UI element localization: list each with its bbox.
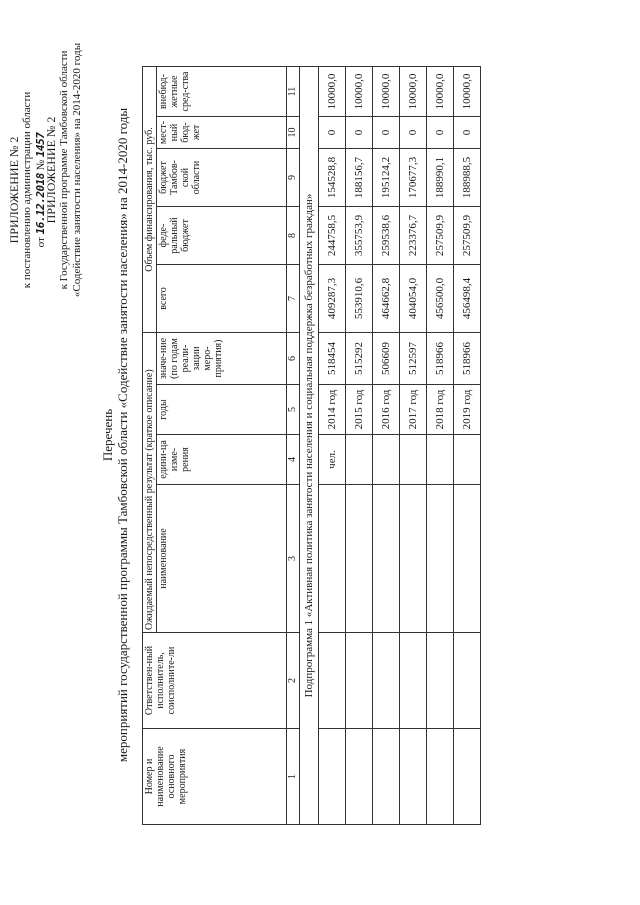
col-number: 6 (287, 333, 300, 385)
number-prefix: № (35, 159, 47, 171)
handwritten-date: 16.12.2018 (34, 173, 47, 235)
header-finance-group: Объем финансирования, тыс. руб. (143, 67, 157, 333)
header-local: мест-ный бюд-жет (157, 117, 287, 149)
cell-local: 0 (400, 117, 427, 149)
cell-year: 2017 год (400, 385, 427, 435)
cell-value: 506609 (373, 333, 400, 385)
cell-total: 464662,8 (373, 265, 400, 333)
cell-extra: 10000,0 (319, 67, 346, 117)
header-row-groups (143, 67, 157, 825)
col-number: 4 (287, 435, 300, 485)
header-total: всего (157, 265, 287, 333)
cell-name (400, 485, 427, 633)
cell-federal: 244758,5 (319, 207, 346, 265)
cell-measure (427, 729, 454, 825)
appendix-decree-line: к постановлению администрации области (21, 91, 33, 289)
col-number: 2 (287, 633, 300, 729)
header-regional: бюджет Тамбов-ской области (157, 149, 287, 207)
col-number: 3 (287, 485, 300, 633)
cell-measure (319, 729, 346, 825)
cell-name (454, 485, 481, 633)
cell-federal: 223376,7 (400, 207, 427, 265)
cell-regional: 195124,2 (373, 149, 400, 207)
cell-value: 512597 (400, 333, 427, 385)
cell-name (346, 485, 373, 633)
cell-unit: чел. (319, 435, 346, 485)
date-prefix: от (35, 237, 47, 248)
cell-executor (319, 633, 346, 729)
cell-extra: 10000,0 (373, 67, 400, 117)
cell-executor (454, 633, 481, 729)
subprogram-row (300, 67, 319, 825)
cell-federal: 259538,6 (373, 207, 400, 265)
table-row (454, 67, 481, 825)
cell-executor (400, 633, 427, 729)
cell-local: 0 (373, 117, 400, 149)
cell-name (427, 485, 454, 633)
appendix-header-decree (8, 75, 48, 305)
handwritten-number: 1457 (34, 132, 47, 158)
appendix-title-2: ПРИЛОЖЕНИЕ № 2 (44, 116, 58, 224)
title-description: мероприятий государственной программы Тамбовской области «Содействие занятости населения» на 2014-2020 годы (115, 107, 130, 763)
appendix-program-line1: к Государственной программе Тамбовской области (58, 50, 70, 290)
cell-unit (373, 435, 400, 485)
cell-measure (454, 729, 481, 825)
subprogram-title: Подпрограмма 1 «Активная политика занятости населения и социальная поддержка безработных граждан» (300, 67, 319, 825)
col-number: 8 (287, 207, 300, 265)
col-number: 10 (287, 117, 300, 149)
cell-regional: 170677,3 (400, 149, 427, 207)
cell-year: 2015 год (346, 385, 373, 435)
cell-total: 456500,0 (427, 265, 454, 333)
header-result-group: Ожидаемый непосредственный результат (краткое описание) (143, 333, 157, 633)
cell-value: 515292 (346, 333, 373, 385)
cell-extra: 10000,0 (346, 67, 373, 117)
cell-unit (400, 435, 427, 485)
cell-regional: 154528,8 (319, 149, 346, 207)
col-number: 7 (287, 265, 300, 333)
title-perechen: Перечень (100, 408, 115, 462)
cell-local: 0 (427, 117, 454, 149)
cell-year: 2019 год (454, 385, 481, 435)
cell-federal: 355753,9 (346, 207, 373, 265)
appendix-title: ПРИЛОЖЕНИЕ № 2 (7, 136, 21, 244)
cell-executor (373, 633, 400, 729)
header-unit: едини-ца изме-рения (157, 435, 287, 485)
cell-local: 0 (454, 117, 481, 149)
cell-value: 518966 (454, 333, 481, 385)
cell-total: 456498,4 (454, 265, 481, 333)
table-row (346, 67, 373, 825)
cell-unit (454, 435, 481, 485)
cell-local: 0 (319, 117, 346, 149)
column-number-row (287, 67, 300, 825)
col-number: 9 (287, 149, 300, 207)
cell-extra: 10000,0 (427, 67, 454, 117)
col-number: 1 (287, 729, 300, 825)
cell-value: 518454 (319, 333, 346, 385)
cell-measure (346, 729, 373, 825)
header-extra: внебюд-жетные сред-ства (157, 67, 287, 117)
cell-measure (400, 729, 427, 825)
cell-total: 553910,6 (346, 265, 373, 333)
cell-regional: 188988,5 (454, 149, 481, 207)
col-number: 5 (287, 385, 300, 435)
header-federal: феде-ральный бюджет (157, 207, 287, 265)
cell-executor (427, 633, 454, 729)
header-executor: Ответствен-ный исполнитель, соисполните-ли (143, 633, 287, 729)
cell-name (319, 485, 346, 633)
cell-unit (427, 435, 454, 485)
table-row (400, 67, 427, 825)
appendix-program-line2: «Содействие занятости населения» на 2014-2020 годы (71, 42, 83, 298)
table-row (373, 67, 400, 825)
cell-year: 2018 год (427, 385, 454, 435)
cell-regional: 188990,1 (427, 149, 454, 207)
cell-extra: 10000,0 (454, 67, 481, 117)
appendix-header-program (45, 35, 84, 305)
table-row (319, 67, 346, 825)
cell-year: 2016 год (373, 385, 400, 435)
cell-value: 518966 (427, 333, 454, 385)
document-title (100, 45, 130, 825)
cell-total: 409287,3 (319, 265, 346, 333)
measures-table (142, 66, 481, 825)
header-years: годы (157, 385, 287, 435)
cell-year: 2014 год (319, 385, 346, 435)
cell-name (373, 485, 400, 633)
header-value: значе-ние (по годам реали-зации меро-приятия) (157, 333, 287, 385)
header-measure: Номер и наименование основного мероприятия (143, 729, 287, 825)
cell-regional: 188156,7 (346, 149, 373, 207)
header-name: наименование (157, 485, 287, 633)
cell-federal: 257509,9 (454, 207, 481, 265)
cell-federal: 257509,9 (427, 207, 454, 265)
cell-unit (346, 435, 373, 485)
cell-local: 0 (346, 117, 373, 149)
cell-total: 404054,0 (400, 265, 427, 333)
cell-measure (373, 729, 400, 825)
table-row (427, 67, 454, 825)
cell-executor (346, 633, 373, 729)
cell-extra: 10000,0 (400, 67, 427, 117)
col-number: 11 (287, 67, 300, 117)
